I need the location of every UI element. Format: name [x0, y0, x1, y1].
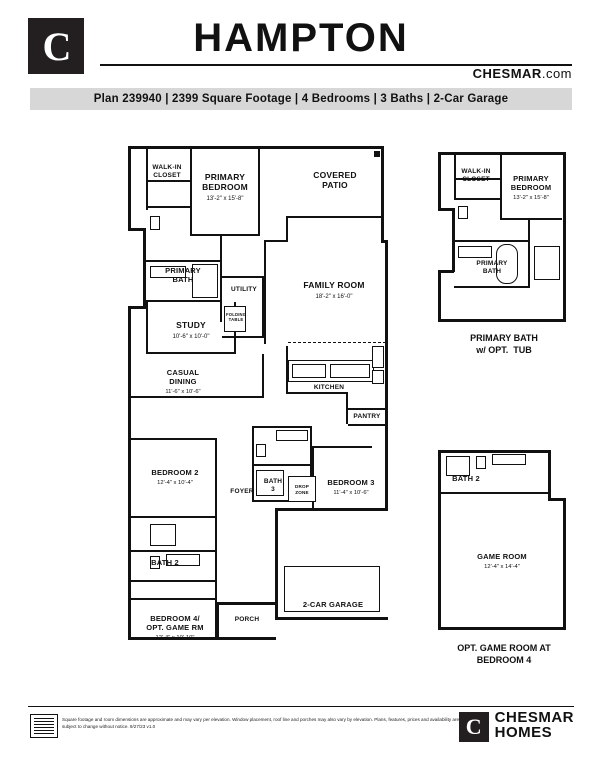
dim-bedroom-4: 12'-4" x 10'-10"	[155, 635, 195, 641]
label-covered-patio: COVERED PATIO	[313, 170, 357, 190]
wall-porch-top	[216, 602, 276, 605]
spec-text: Plan 239940 | 2399 Square Footage | 4 Bedrooms | 3 Baths | 2-Car Garage	[93, 93, 509, 105]
footer-brand-line2: HOMES	[494, 724, 553, 741]
opt1-label-walk-in-closet: WALK-IN CLOSET	[461, 168, 491, 183]
opt2-wall-right-lower	[563, 498, 566, 630]
wall-bath2-bottom	[131, 580, 217, 582]
label-folding-table: FOLDING TABLE	[226, 312, 247, 322]
wall-kitchen-left	[286, 346, 288, 394]
range	[372, 370, 384, 384]
page-header	[0, 0, 602, 105]
label-kitchen: KITCHEN	[313, 384, 345, 391]
dim-study: 10'-6" x 10'-0"	[172, 334, 210, 340]
toilet-primary	[150, 216, 160, 230]
opt1-wall-jog-bottom	[438, 270, 454, 273]
tub-bath2	[150, 524, 176, 546]
dim-bedroom-2: 12'-4" x 10'-4"	[157, 480, 193, 486]
refrigerator	[372, 346, 384, 368]
label-drop-zone: DROP ZONE	[294, 484, 310, 495]
disclaimer-text: Square footage and room dimensions are approximate and may vary per elevation. Window placement, roof line and porches may also vary by elevation. Plans, features, prices and availability are subject to change without notice. 9/27/23 v1.0	[62, 717, 460, 729]
opt1-wall-left-lower	[438, 272, 441, 322]
label-bedroom-4: BEDROOM 4/ OPT. GAME RM 12'-4" x 10'-10"	[146, 614, 204, 641]
wall-family-left-upper	[286, 216, 288, 242]
dim-casual-dining: 11'-6" x 10'-6"	[165, 389, 201, 395]
label-foyer: FOYER	[230, 488, 254, 495]
spec-bar	[30, 88, 572, 110]
brand-url-suffix: .com	[541, 66, 572, 81]
label-porch: PORCH	[234, 616, 260, 623]
patio-column-marker	[374, 151, 380, 157]
wall-bed2-right	[215, 438, 217, 518]
label-primary-bath: PRIMARY BATH	[165, 266, 201, 284]
opt1-dim-primary-bedroom: 13'-2" x 15'-8"	[513, 195, 549, 201]
logo-letter: C	[42, 23, 70, 69]
opt1-wall-left-upper	[438, 152, 441, 210]
equal-housing-icon	[30, 714, 58, 738]
opt2-toilet	[476, 456, 486, 469]
page-footer	[0, 700, 602, 777]
opt1-label-primary-bath: PRIMARY BATH	[476, 260, 508, 275]
wall-primary-bath-bottom	[146, 300, 222, 302]
opt1-label-primary-bedroom: PRIMARY BEDROOM 13'-2" x 15'-8"	[510, 174, 552, 201]
opt1-shower	[534, 246, 560, 280]
opt1-wall-bottom	[438, 319, 566, 322]
brand-url	[473, 66, 572, 81]
kitchen-counter	[330, 364, 370, 378]
label-pantry: PANTRY	[353, 413, 381, 420]
wall-garage-top	[275, 508, 388, 511]
wall-primary-bed-bottom	[190, 234, 260, 236]
brand-url-prefix: CHESMAR	[472, 66, 542, 81]
wall-right-mid	[385, 240, 388, 440]
opt1-wall-bed-bottom	[500, 218, 562, 220]
floorplan-drawing	[0, 120, 602, 700]
label-study: STUDY 10'-6" x 10'-0"	[172, 320, 210, 340]
footer-divider	[28, 706, 574, 707]
wall-bath3-top	[252, 464, 312, 466]
wall-kitchen-bottom	[288, 392, 348, 394]
label-bath-2: BATH 2	[151, 558, 179, 567]
wall-primary-bath-top	[146, 260, 222, 262]
label-bedroom-2: BEDROOM 2 12'-4" x 10'-4"	[151, 468, 199, 486]
label-2-car-garage: 2-CAR GARAGE	[302, 600, 364, 609]
label-walk-in-closet: WALK-IN CLOSET	[152, 164, 182, 179]
opt1-wall-bath-right	[528, 220, 530, 288]
opt2-dim-game-room: 12'-4" x 14'-4"	[484, 564, 520, 570]
opt2-vanity	[492, 454, 526, 465]
wall-jog-2	[143, 228, 146, 308]
wall-right-upper	[381, 146, 384, 242]
label-bedroom-3: BEDROOM 3 11'-4" x 10'-6"	[327, 478, 375, 496]
wall-family-top	[286, 216, 382, 218]
dim-primary-bedroom: 13'-2" x 15'-8"	[206, 196, 244, 202]
label-bath-3: BATH 3	[263, 478, 283, 493]
footer-brand	[465, 709, 574, 741]
opt1-vanity	[458, 246, 492, 258]
wall-closet-bottom2	[146, 206, 190, 208]
wall-primary-bath-right	[220, 236, 222, 322]
toilet-bath3	[256, 444, 266, 457]
label-casual-dining: CASUAL DINING 11'-6" x 10'-6"	[165, 368, 201, 395]
opt2-wall-bottom	[438, 627, 566, 630]
wall-jog-3	[128, 306, 146, 309]
wall-bed2-top	[131, 438, 217, 440]
label-family-room: FAMILY ROOM 18'-2" x 16'-0"	[303, 280, 365, 300]
kitchen-sink	[292, 364, 326, 378]
label-primary-bedroom: PRIMARY BEDROOM 13'-2" x 15'-8"	[202, 172, 248, 202]
opt2-label-game-room: GAME ROOM 12'-4" x 14'-4"	[477, 552, 527, 570]
family-room-ceiling-line	[288, 342, 386, 343]
wall-bath2-top	[131, 550, 217, 552]
wall-left-lower	[128, 308, 131, 496]
vanity-bath3	[276, 430, 308, 441]
opt2-wall-top	[438, 450, 550, 453]
wall-pantry-top	[348, 408, 386, 410]
wall-closet-bottom	[146, 180, 190, 182]
wall-bed4-top	[131, 598, 217, 600]
opt1-wall-bath-top	[454, 240, 530, 242]
footer-logo-mark: C	[459, 712, 489, 742]
opt1-wall-top	[438, 152, 566, 155]
opt2-wall-bath-bottom	[441, 492, 548, 494]
wall-family-left	[264, 242, 266, 344]
wall-utility-top	[222, 276, 264, 278]
wall-study-left	[146, 302, 148, 354]
opt1-wall-closet-bottom	[454, 198, 500, 200]
opt1-wall-bath-bottom	[454, 286, 530, 288]
opt2-tub	[446, 456, 470, 476]
footer-brand-line1: CHESMAR	[494, 709, 574, 726]
wall-garage-bottom	[275, 617, 388, 620]
wall-hall-top	[252, 426, 312, 428]
opt2-caption: OPT. GAME ROOM AT BEDROOM 4	[457, 643, 551, 665]
wall-left-upper	[128, 146, 131, 231]
wall-top	[128, 146, 384, 149]
wall-dining-right	[262, 354, 264, 398]
wall-bed3-top	[312, 446, 372, 448]
page-title: HAMPTON	[193, 16, 409, 60]
wall-family-nook	[264, 240, 288, 242]
label-utility: UTILITY	[231, 286, 257, 293]
wall-study-bottom	[146, 352, 236, 354]
wall-pantry-bottom	[348, 424, 386, 426]
opt1-caption: PRIMARY BATH w/ OPT. TUB	[470, 333, 538, 355]
dim-family-room: 18'-2" x 16'-0"	[315, 294, 353, 300]
wall-bed2-bottom	[131, 516, 217, 518]
opt2-wall-right-upper	[548, 450, 551, 500]
wall-right-lower	[385, 438, 388, 510]
opt2-label-bath-2: BATH 2	[452, 474, 480, 483]
opt1-wall-right-lower	[563, 246, 566, 322]
opt1-toilet	[458, 206, 468, 219]
dim-bedroom-3: 11'-4" x 10'-6"	[333, 490, 369, 496]
